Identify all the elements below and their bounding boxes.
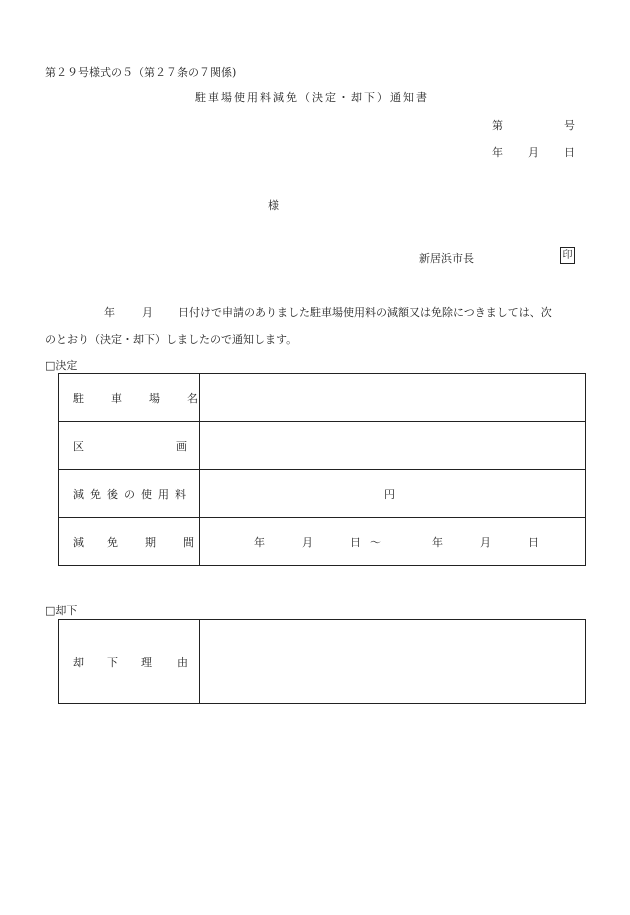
period-field[interactable]: 年 月 日 ～ 年 月 日 bbox=[200, 518, 586, 566]
fee-after-label: 減免後の使用料 bbox=[59, 470, 200, 518]
document-title: 駐車場使用料減免（決定・却下）通知書 bbox=[195, 91, 429, 104]
body-line1: 日付けで申請のありました駐車場使用料の減額又は免除につきましては、次 bbox=[178, 306, 552, 319]
table-row bbox=[59, 518, 586, 566]
seal-mark: 印 bbox=[560, 247, 575, 264]
date-month: 月 bbox=[528, 146, 539, 159]
fee-unit: 円 bbox=[384, 487, 395, 501]
date-day: 日 bbox=[564, 146, 575, 159]
parking-name-field[interactable] bbox=[200, 374, 586, 422]
body-line2: のとおり（決定・却下）しましたので通知します。 bbox=[45, 333, 298, 346]
decision-table bbox=[58, 373, 586, 566]
rejection-heading: □却下 bbox=[45, 604, 78, 617]
number-prefix: 第 bbox=[492, 119, 503, 132]
rejection-table bbox=[58, 619, 586, 704]
table-row bbox=[59, 620, 586, 704]
decision-heading: □決定 bbox=[45, 359, 78, 372]
table-row bbox=[59, 422, 586, 470]
table-row bbox=[59, 374, 586, 422]
date-year: 年 bbox=[492, 146, 503, 159]
form-number: 第２９号様式の５（第２７条の７関係) bbox=[45, 66, 237, 79]
body-month: 月 bbox=[142, 306, 153, 319]
section-field[interactable] bbox=[200, 422, 586, 470]
addressee-honorific: 様 bbox=[268, 199, 279, 212]
section-label: 区 画 bbox=[59, 422, 200, 470]
parking-name-label: 駐 車 場 名 bbox=[59, 374, 200, 422]
fee-after-field[interactable] bbox=[200, 470, 586, 518]
rejection-reason-label: 却 下 理 由 bbox=[59, 620, 200, 704]
period-label: 減 免 期 間 bbox=[59, 518, 200, 566]
issuer-name: 新居浜市長 bbox=[419, 252, 474, 265]
rejection-reason-field[interactable] bbox=[200, 620, 586, 704]
body-year: 年 bbox=[104, 306, 115, 319]
number-suffix: 号 bbox=[564, 119, 575, 132]
table-row bbox=[59, 470, 586, 518]
